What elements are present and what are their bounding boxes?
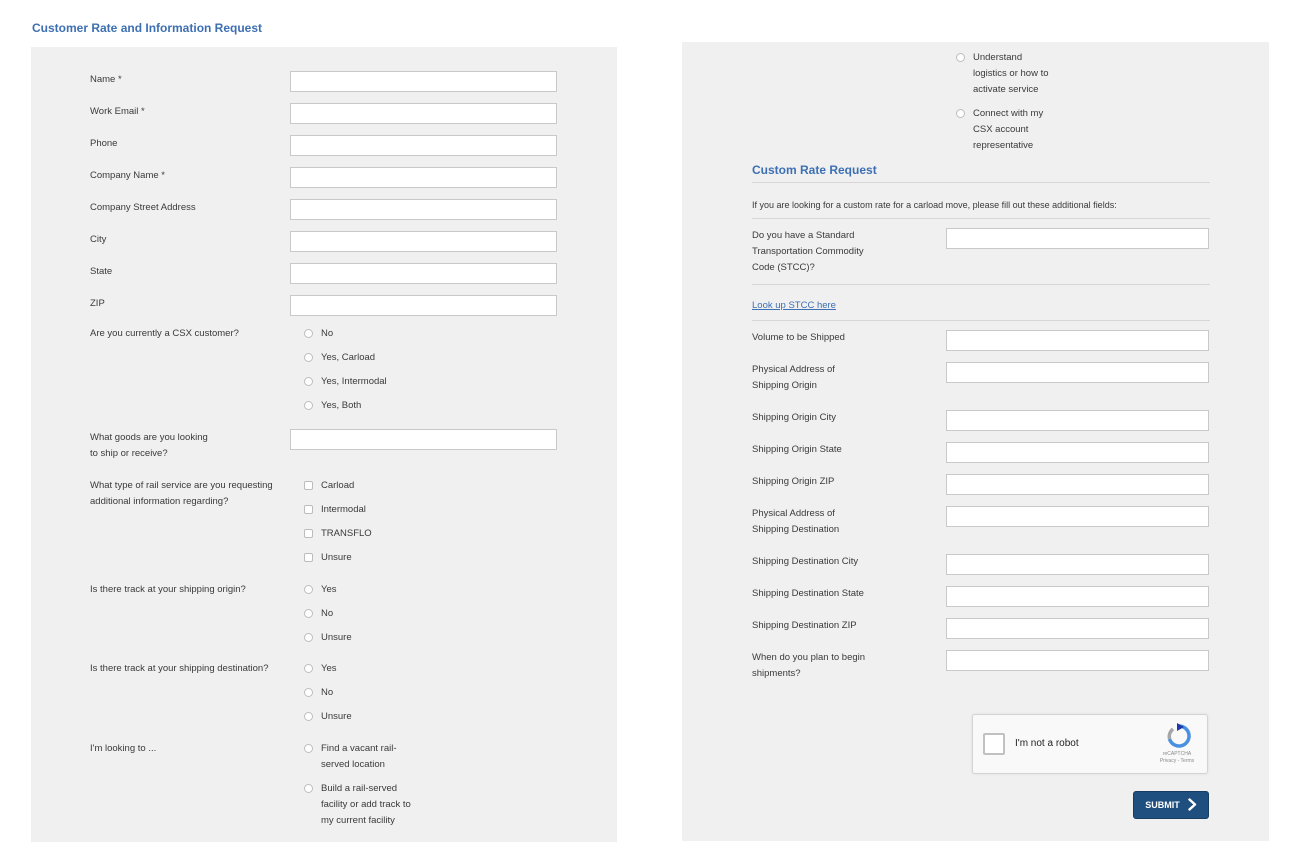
radio-button[interactable] — [304, 377, 313, 386]
phone-input[interactable] — [290, 135, 557, 156]
origin-state-input[interactable] — [946, 442, 1209, 463]
origin-address-label: Physical Address of Shipping Origin — [752, 364, 835, 391]
track-origin-option-yes[interactable]: Yes — [304, 582, 337, 598]
city-label: City — [90, 234, 107, 245]
radio-button[interactable] — [956, 53, 965, 62]
stcc-input[interactable] — [946, 228, 1209, 249]
radio-button[interactable] — [304, 353, 313, 362]
chevron-right-icon — [1188, 798, 1197, 813]
dest-address-input[interactable] — [946, 506, 1209, 527]
origin-address-input[interactable] — [946, 362, 1209, 383]
goods-input[interactable] — [290, 429, 557, 450]
recaptcha-widget — [972, 714, 1208, 774]
radio-button[interactable] — [304, 609, 313, 618]
track-origin-option-no[interactable]: No — [304, 606, 333, 622]
csx-customer-option-both[interactable]: Yes, Both — [304, 398, 361, 414]
volume-input[interactable] — [946, 330, 1209, 351]
state-label: State — [90, 266, 113, 277]
work-email-input[interactable] — [290, 103, 557, 124]
track-destination-option-unsure[interactable]: Unsure — [304, 709, 352, 725]
recaptcha-checkbox[interactable] — [983, 733, 1005, 755]
recaptcha-label: I'm not a robot — [1015, 738, 1079, 749]
recaptcha-brand: reCAPTCHA — [1162, 751, 1192, 757]
rail-service-option-intermodal[interactable]: Intermodal — [304, 502, 366, 518]
name-label: Name * — [90, 74, 122, 85]
dest-state-input[interactable] — [946, 586, 1209, 607]
begin-shipments-label: When do you plan to begin shipments? — [752, 652, 866, 679]
contact-form-panel — [31, 47, 617, 842]
goods-question: What goods are you looking to ship or receive? — [90, 432, 208, 459]
radio-button[interactable] — [304, 329, 313, 338]
dest-state-label: Shipping Destination State — [752, 588, 864, 599]
track-destination-option-yes[interactable]: Yes — [304, 661, 337, 677]
origin-city-label: Shipping Origin City — [752, 412, 836, 423]
company-name-input[interactable] — [290, 167, 557, 188]
recaptcha-terms[interactable]: Privacy - Terms — [1159, 758, 1195, 764]
radio-button[interactable] — [304, 784, 313, 793]
radio-button[interactable] — [956, 109, 965, 118]
csx-customer-option-intermodal[interactable]: Yes, Intermodal — [304, 374, 387, 390]
custom-rate-panel — [682, 42, 1269, 841]
zip-label: ZIP — [90, 298, 105, 309]
track-destination-option-no[interactable]: No — [304, 685, 333, 701]
submit-button[interactable] — [1133, 791, 1209, 819]
looking-to-option-build-facility[interactable]: Build a rail-served facility or add track to my current facility — [304, 781, 411, 829]
looking-to-question: I'm looking to ... — [90, 743, 157, 754]
name-input[interactable] — [290, 71, 557, 92]
state-input[interactable] — [290, 263, 557, 284]
divider — [752, 218, 1210, 219]
dest-zip-label: Shipping Destination ZIP — [752, 620, 857, 631]
divider — [752, 284, 1210, 285]
rail-service-option-carload[interactable]: Carload — [304, 478, 354, 494]
origin-zip-input[interactable] — [946, 474, 1209, 495]
company-name-label: Company Name * — [90, 170, 165, 181]
radio-button[interactable] — [304, 401, 313, 410]
csx-customer-question: Are you currently a CSX customer? — [90, 328, 239, 339]
stcc-lookup-link[interactable]: Look up STCC here — [752, 300, 836, 311]
custom-rate-heading: Custom Rate Request — [752, 163, 877, 177]
volume-label: Volume to be Shipped — [752, 332, 845, 343]
radio-button[interactable] — [304, 744, 313, 753]
city-input[interactable] — [290, 231, 557, 252]
rail-service-option-transflo[interactable]: TRANSFLO — [304, 526, 372, 542]
radio-button[interactable] — [304, 585, 313, 594]
radio-button[interactable] — [304, 688, 313, 697]
radio-button[interactable] — [304, 633, 313, 642]
rail-service-option-unsure[interactable]: Unsure — [304, 550, 352, 566]
origin-city-input[interactable] — [946, 410, 1209, 431]
stcc-label: Do you have a Standard Transportation Commodity Code (STCC)? — [752, 230, 864, 273]
csx-customer-option-no[interactable]: No — [304, 326, 333, 342]
track-origin-question: Is there track at your shipping origin? — [90, 584, 246, 595]
street-address-label: Company Street Address — [90, 202, 196, 213]
phone-label: Phone — [90, 138, 118, 149]
dest-city-label: Shipping Destination City — [752, 556, 859, 567]
checkbox[interactable] — [304, 481, 313, 490]
page-title: Customer Rate and Information Request — [32, 21, 263, 35]
origin-zip-label: Shipping Origin ZIP — [752, 476, 835, 487]
origin-state-label: Shipping Origin State — [752, 444, 842, 455]
work-email-label: Work Email * — [90, 106, 145, 117]
track-destination-question: Is there track at your shipping destination? — [90, 663, 269, 674]
checkbox[interactable] — [304, 505, 313, 514]
dest-address-label: Physical Address of Shipping Destination — [752, 508, 840, 535]
looking-to-option-understand-logistics[interactable]: Understand logistics or how to activate service — [956, 50, 1049, 98]
divider — [752, 320, 1210, 321]
looking-to-option-vacant-location[interactable]: Find a vacant rail- served location — [304, 741, 397, 773]
dest-city-input[interactable] — [946, 554, 1209, 575]
rail-service-question: What type of rail service are you requesting additional information regarding? — [90, 480, 273, 507]
dest-zip-input[interactable] — [946, 618, 1209, 639]
track-origin-option-unsure[interactable]: Unsure — [304, 630, 352, 646]
checkbox[interactable] — [304, 553, 313, 562]
recaptcha-logo-icon — [1159, 723, 1199, 749]
checkbox[interactable] — [304, 529, 313, 538]
street-address-input[interactable] — [290, 199, 557, 220]
divider — [752, 182, 1210, 183]
custom-rate-intro: If you are looking for a custom rate for a carload move, please fill out these additional fields: — [752, 200, 1117, 210]
radio-button[interactable] — [304, 664, 313, 673]
radio-button[interactable] — [304, 712, 313, 721]
csx-customer-option-carload[interactable]: Yes, Carload — [304, 350, 375, 366]
looking-to-option-connect-rep[interactable]: Connect with my CSX account representative — [956, 106, 1043, 154]
submit-label: SUBMIT — [1145, 800, 1180, 810]
begin-shipments-input[interactable] — [946, 650, 1209, 671]
zip-input[interactable] — [290, 295, 557, 316]
